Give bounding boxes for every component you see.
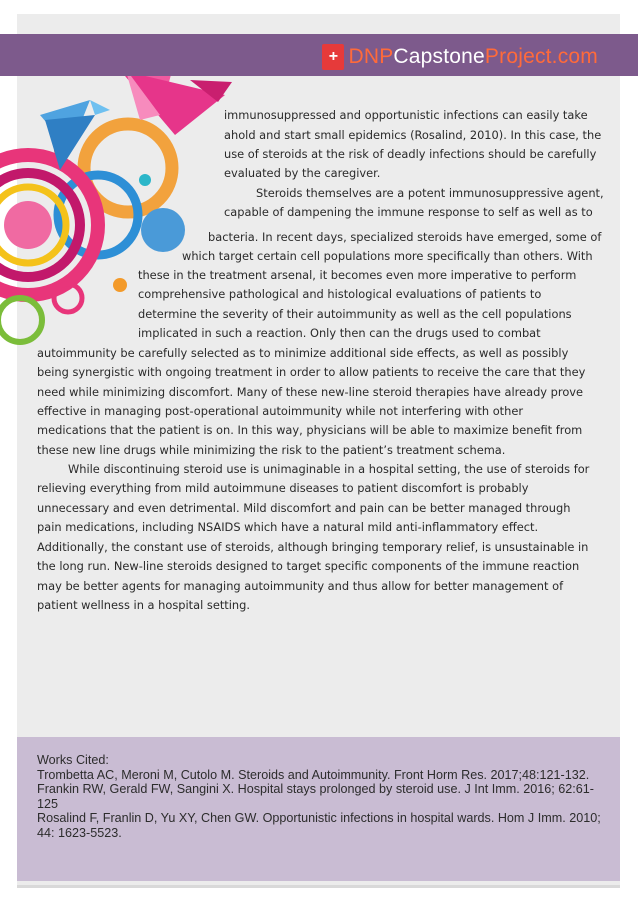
page-footer-divider bbox=[17, 885, 620, 888]
works-cited-list bbox=[37, 753, 607, 841]
body-line: these in the treatment arsenal, it becomes even more imperative to perform bbox=[138, 268, 577, 282]
body-line: need while minimizing discomfort. Many of these new-line steroid therapies have already prove bbox=[37, 385, 584, 399]
body-line: use of steroids at the risk of deadly infections should be carefully bbox=[224, 147, 597, 161]
body-line: relieving everything from mild autoimmune diseases to patient discomfort is probably bbox=[37, 481, 529, 495]
body-line: ahold and start small epidemics (Rosalind, 2010). In this case, the bbox=[224, 128, 602, 142]
body-line: immunosuppressed and opportunistic infections can easily take bbox=[224, 108, 588, 122]
body-line: pain medications, including NSAIDS which have a natural mild anti-inflammatory effect. bbox=[37, 520, 539, 534]
body-line: While discontinuing steroid use is unimaginable in a hospital setting, the use of steroids for bbox=[68, 462, 590, 476]
body-line: may be better agents for managing autoimmunity and thus allow for better management of bbox=[37, 579, 564, 593]
body-line: Steroids themselves are a potent immunosuppressive agent, bbox=[256, 186, 604, 200]
body-line: effective in managing post-operational autoimmunity while not interfering with other bbox=[37, 404, 524, 418]
body-line: the long run. New-line steroids designed to target specific components of the immune reaction bbox=[37, 559, 580, 573]
body-line: evaluated by the caregiver. bbox=[224, 166, 381, 180]
body-line: these new line drugs while minimizing the risk to the patient’s treatment schema. bbox=[37, 443, 506, 457]
body-line: which target certain cell populations more specifically than others. With bbox=[182, 249, 593, 263]
medical-cross-icon: + bbox=[322, 44, 344, 70]
citation: Trombetta AC, Meroni M, Cutolo M. Steroids and Autoimmunity. Front Horm Res. 2017;48:121-132. bbox=[37, 767, 590, 782]
body-line: comprehensive pathological and histological evaluations of patients to bbox=[138, 287, 542, 301]
citation: Rosalind F, Franlin D, Yu XY, Chen GW. Opportunistic infections in hospital wards. Hom J Imm. 2010; 44: 1623-5523. bbox=[37, 811, 601, 840]
body-line: being synergistic with ongoing treatment in order to allow patients to receive the care that they bbox=[37, 365, 586, 379]
body-line: capable of dampening the immune response to self as well as to bbox=[224, 205, 593, 219]
citation: Frankin RW, Gerald FW, Sangini X. Hospital stays prolonged by steroid use. J Int Imm. 2016; 62:61-125 bbox=[37, 782, 594, 811]
body-line: determine the severity of their autoimmunity as well as the cell populations bbox=[138, 307, 572, 321]
body-line: bacteria. In recent days, specialized steroids have emerged, some of bbox=[208, 230, 602, 244]
body-line: unnecessary and even detrimental. Mild discomfort and pain can be better managed through bbox=[37, 501, 571, 515]
brand-name: DNPCapstoneProject.com bbox=[348, 45, 598, 68]
works-cited-heading: Works Cited: bbox=[37, 753, 109, 767]
works-cited-box bbox=[17, 737, 620, 881]
body-line: medications that the patient is on. In this way, physicians will be able to maximize benefit from bbox=[37, 423, 583, 437]
body-line: autoimmunity be carefully selected as to minimize additional side effects, as well as possibly bbox=[37, 346, 569, 360]
body-line: patient wellness in a hospital setting. bbox=[37, 598, 250, 612]
body-line: Additionally, the constant use of steroids, although bringing temporary relief, is unsustainable in bbox=[37, 540, 589, 554]
body-line: implicated in such a reaction. Only then can the drugs used to combat bbox=[138, 326, 541, 340]
